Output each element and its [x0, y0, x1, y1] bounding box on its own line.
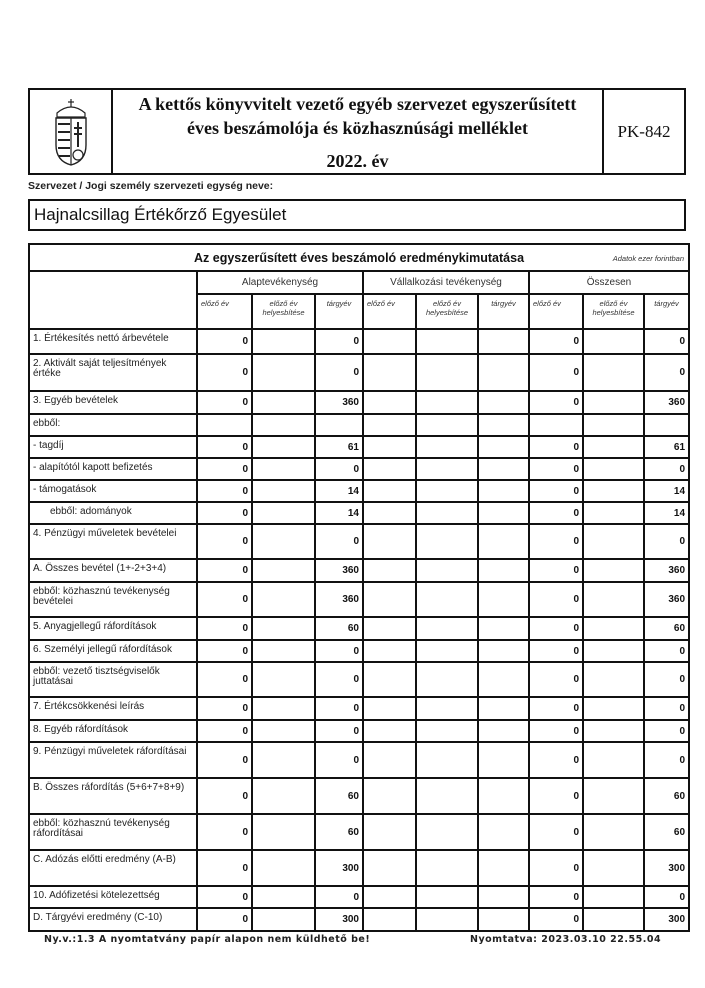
row-label: 3. Egyéb bevételek: [29, 391, 197, 414]
value-cell: [583, 697, 644, 720]
row-label: ebből: adományok: [29, 502, 197, 524]
table-row: [29, 908, 689, 931]
value-cell: [315, 414, 363, 436]
table-row: [29, 662, 689, 697]
value-cell: [583, 354, 644, 391]
value-cell: [363, 697, 416, 720]
value-cell: [363, 720, 416, 742]
value-cell: 300: [315, 850, 363, 886]
value-cell: [478, 582, 529, 617]
row-label: 9. Pénzügyi műveletek ráfordításai: [29, 742, 197, 778]
table-row: [29, 850, 689, 886]
value-cell: [478, 742, 529, 778]
table-title-cell: [29, 244, 689, 271]
value-cell: 0: [197, 742, 252, 778]
table-row: [29, 480, 689, 502]
value-cell: 0: [529, 778, 583, 814]
value-cell: 0: [644, 697, 689, 720]
value-cell: 0: [644, 886, 689, 908]
value-cell: [416, 617, 478, 640]
value-cell: 60: [315, 617, 363, 640]
value-cell: [252, 582, 315, 617]
value-cell: [252, 742, 315, 778]
value-cell: [583, 742, 644, 778]
report-year: 2022. év: [326, 151, 389, 171]
value-cell: [478, 697, 529, 720]
table-row: [29, 414, 689, 436]
value-cell: [252, 850, 315, 886]
title-line-2: éves beszámolója és közhasznúsági melléklet: [187, 118, 528, 138]
value-cell: 0: [315, 720, 363, 742]
value-cell: [583, 329, 644, 354]
value-cell: [252, 354, 315, 391]
value-cell: [416, 697, 478, 720]
value-cell: 0: [644, 354, 689, 391]
value-cell: 60: [644, 814, 689, 850]
value-cell: 0: [197, 850, 252, 886]
value-cell: 0: [197, 329, 252, 354]
value-cell: [478, 414, 529, 436]
subcolumn-header: tárgyév: [315, 294, 363, 329]
row-label: ebből: közhasznú tevékenység ráfordításai: [29, 814, 197, 850]
subcolumn-header: előző év helyesbítése: [583, 294, 644, 329]
value-cell: 300: [644, 850, 689, 886]
table-row: [29, 458, 689, 480]
value-cell: 0: [197, 886, 252, 908]
value-cell: [363, 559, 416, 582]
value-cell: 0: [197, 458, 252, 480]
subcolumn-header: tárgyév: [478, 294, 529, 329]
row-label: ebből: vezető tisztségviselők juttatásai: [29, 662, 197, 697]
value-cell: 14: [644, 480, 689, 502]
form-header: [28, 88, 686, 175]
value-cell: 0: [529, 502, 583, 524]
value-cell: [363, 886, 416, 908]
value-cell: 360: [644, 582, 689, 617]
value-cell: [478, 502, 529, 524]
value-cell: 360: [315, 391, 363, 414]
value-cell: [478, 850, 529, 886]
row-label: 5. Anyagjellegű ráfordítások: [29, 617, 197, 640]
form-title: [113, 90, 604, 173]
value-cell: [644, 414, 689, 436]
value-cell: 0: [529, 908, 583, 931]
value-cell: [363, 329, 416, 354]
value-cell: 0: [197, 662, 252, 697]
group-header-total: Összesen: [529, 271, 689, 294]
value-cell: 0: [197, 640, 252, 662]
value-cell: 61: [315, 436, 363, 458]
value-cell: [252, 458, 315, 480]
value-cell: [478, 559, 529, 582]
value-cell: [583, 391, 644, 414]
income-statement-table: [28, 243, 688, 932]
value-cell: 0: [529, 850, 583, 886]
value-cell: [363, 354, 416, 391]
value-cell: [478, 617, 529, 640]
value-cell: [583, 502, 644, 524]
value-cell: [363, 850, 416, 886]
table-row: [29, 640, 689, 662]
unit-note: Adatok ezer forintban: [612, 254, 685, 263]
value-cell: 0: [315, 458, 363, 480]
value-cell: 0: [529, 640, 583, 662]
value-cell: [583, 458, 644, 480]
value-cell: [416, 662, 478, 697]
subcolumn-header: előző év: [529, 294, 583, 329]
value-cell: [416, 391, 478, 414]
value-cell: 0: [315, 742, 363, 778]
value-cell: 0: [529, 458, 583, 480]
value-cell: [363, 778, 416, 814]
value-cell: [363, 480, 416, 502]
value-cell: 0: [315, 640, 363, 662]
value-cell: [252, 391, 315, 414]
value-cell: 0: [529, 814, 583, 850]
coat-of-arms-icon: [30, 90, 113, 173]
value-cell: [363, 908, 416, 931]
value-cell: [416, 354, 478, 391]
value-cell: [583, 436, 644, 458]
value-cell: [197, 414, 252, 436]
subcolumn-header: előző év: [197, 294, 252, 329]
value-cell: 0: [644, 524, 689, 559]
print-timestamp: Nyomtatva: 2023.03.10 22.55.04: [470, 934, 662, 945]
value-cell: 0: [644, 720, 689, 742]
value-cell: [252, 524, 315, 559]
value-cell: 0: [644, 640, 689, 662]
value-cell: 0: [644, 329, 689, 354]
form-code: PK-842: [617, 121, 671, 141]
value-cell: [583, 559, 644, 582]
value-cell: 360: [315, 582, 363, 617]
value-cell: [252, 502, 315, 524]
table-row: [29, 354, 689, 391]
value-cell: [478, 354, 529, 391]
value-cell: 0: [197, 582, 252, 617]
value-cell: [478, 814, 529, 850]
value-cell: [363, 458, 416, 480]
value-cell: [583, 617, 644, 640]
row-label: A. Összes bevétel (1+-2+3+4): [29, 559, 197, 582]
version-note: Ny.v.:1.3 A nyomtatvány papír alapon nem küldhető be!: [44, 934, 371, 945]
value-cell: [363, 436, 416, 458]
value-cell: [363, 640, 416, 662]
row-label: 8. Egyéb ráfordítások: [29, 720, 197, 742]
value-cell: [478, 640, 529, 662]
table-row: [29, 582, 689, 617]
title-line-1: A kettős könyvvitelt vezető egyéb szervezet egyszerűsített: [138, 94, 577, 114]
value-cell: [252, 778, 315, 814]
value-cell: 360: [644, 391, 689, 414]
row-label: 7. Értékcsökkenési leírás: [29, 697, 197, 720]
value-cell: 0: [197, 720, 252, 742]
value-cell: [583, 480, 644, 502]
value-cell: [583, 524, 644, 559]
value-cell: [416, 778, 478, 814]
table-row: [29, 391, 689, 414]
value-cell: [252, 480, 315, 502]
value-cell: [583, 414, 644, 436]
table-row: [29, 742, 689, 778]
value-cell: [583, 908, 644, 931]
value-cell: [363, 814, 416, 850]
value-cell: [416, 458, 478, 480]
value-cell: [416, 886, 478, 908]
table-row: [29, 329, 689, 354]
value-cell: [416, 559, 478, 582]
value-cell: [252, 414, 315, 436]
value-cell: [252, 640, 315, 662]
value-cell: 0: [529, 697, 583, 720]
value-cell: [416, 742, 478, 778]
value-cell: [478, 908, 529, 931]
row-label: 1. Értékesítés nettó árbevétele: [29, 329, 197, 354]
value-cell: 0: [529, 329, 583, 354]
row-label: - támogatások: [29, 480, 197, 502]
value-cell: [363, 414, 416, 436]
value-cell: [252, 662, 315, 697]
value-cell: [583, 582, 644, 617]
table-row: [29, 524, 689, 559]
row-label: 4. Pénzügyi műveletek bevételei: [29, 524, 197, 559]
value-cell: [416, 414, 478, 436]
table-row: [29, 617, 689, 640]
value-cell: [252, 886, 315, 908]
value-cell: 360: [644, 559, 689, 582]
value-cell: 0: [315, 524, 363, 559]
value-cell: 0: [529, 391, 583, 414]
value-cell: 0: [529, 886, 583, 908]
value-cell: 0: [197, 697, 252, 720]
table-row: [29, 559, 689, 582]
value-cell: [416, 850, 478, 886]
table-row: [29, 778, 689, 814]
value-cell: 0: [644, 458, 689, 480]
subcolumn-header: előző év: [363, 294, 416, 329]
value-cell: 0: [529, 480, 583, 502]
value-cell: 61: [644, 436, 689, 458]
value-cell: [583, 814, 644, 850]
value-cell: 0: [197, 524, 252, 559]
organization-name: Hajnalcsillag Értékőrző Egyesület: [28, 199, 686, 231]
value-cell: [478, 436, 529, 458]
value-cell: [252, 436, 315, 458]
value-cell: 0: [529, 559, 583, 582]
value-cell: 0: [529, 742, 583, 778]
row-label: - alapítótól kapott befizetés: [29, 458, 197, 480]
value-cell: [363, 524, 416, 559]
row-label: ebből: közhasznú tevékenység bevételei: [29, 582, 197, 617]
value-cell: 14: [315, 480, 363, 502]
subcolumn-header: előző év helyesbítése: [416, 294, 478, 329]
table-row: [29, 886, 689, 908]
value-cell: [363, 391, 416, 414]
value-cell: 60: [644, 617, 689, 640]
value-cell: [583, 720, 644, 742]
row-label: 6. Személyi jellegű ráfordítások: [29, 640, 197, 662]
value-cell: [363, 662, 416, 697]
value-cell: 0: [197, 480, 252, 502]
value-cell: 0: [197, 436, 252, 458]
value-cell: 0: [529, 436, 583, 458]
table-row: [29, 814, 689, 850]
row-label: 2. Aktivált saját teljesítmények értéke: [29, 354, 197, 391]
value-cell: [363, 502, 416, 524]
value-cell: [416, 502, 478, 524]
table-row: [29, 436, 689, 458]
value-cell: 14: [644, 502, 689, 524]
value-cell: 0: [197, 354, 252, 391]
value-cell: [478, 720, 529, 742]
value-cell: 300: [315, 908, 363, 931]
value-cell: 0: [315, 662, 363, 697]
value-cell: [252, 720, 315, 742]
value-cell: [416, 582, 478, 617]
table-title: Az egyszerűsített éves beszámoló eredménykimutatása: [194, 250, 525, 265]
value-cell: 14: [315, 502, 363, 524]
value-cell: [416, 480, 478, 502]
value-cell: [478, 329, 529, 354]
value-cell: [478, 662, 529, 697]
value-cell: [583, 662, 644, 697]
value-cell: [416, 329, 478, 354]
value-cell: 0: [529, 720, 583, 742]
value-cell: 0: [529, 582, 583, 617]
value-cell: [363, 582, 416, 617]
organization-label: Szervezet / Jogi személy szervezeti egység neve:: [28, 180, 274, 192]
value-cell: [416, 908, 478, 931]
table-row: [29, 697, 689, 720]
value-cell: [416, 524, 478, 559]
value-cell: 0: [644, 742, 689, 778]
value-cell: [416, 720, 478, 742]
table-row: [29, 720, 689, 742]
value-cell: 0: [197, 617, 252, 640]
row-label: B. Összes ráfordítás (5+6+7+8+9): [29, 778, 197, 814]
value-cell: 0: [197, 778, 252, 814]
value-cell: [416, 640, 478, 662]
row-label: C. Adózás előtti eredmény (A-B): [29, 850, 197, 886]
row-label: - tagdíj: [29, 436, 197, 458]
value-cell: 0: [197, 814, 252, 850]
value-cell: 0: [315, 697, 363, 720]
value-cell: [252, 617, 315, 640]
value-cell: 0: [529, 524, 583, 559]
value-cell: 360: [315, 559, 363, 582]
value-cell: 0: [197, 908, 252, 931]
value-cell: 0: [529, 354, 583, 391]
value-cell: [363, 617, 416, 640]
row-label: D. Tárgyévi eredmény (C-10): [29, 908, 197, 931]
value-cell: [252, 559, 315, 582]
value-cell: 0: [529, 662, 583, 697]
label-header: [29, 271, 197, 329]
value-cell: [478, 391, 529, 414]
value-cell: [478, 778, 529, 814]
value-cell: [252, 908, 315, 931]
row-label: 10. Adófizetési kötelezettség: [29, 886, 197, 908]
subcolumn-header: előző év helyesbítése: [252, 294, 315, 329]
value-cell: [478, 458, 529, 480]
value-cell: [583, 640, 644, 662]
table-row: [29, 502, 689, 524]
subcolumn-header: tárgyév: [644, 294, 689, 329]
value-cell: [416, 436, 478, 458]
value-cell: 60: [315, 814, 363, 850]
value-cell: 0: [644, 662, 689, 697]
value-cell: 0: [315, 886, 363, 908]
value-cell: 0: [315, 354, 363, 391]
row-label: ebből:: [29, 414, 197, 436]
value-cell: [363, 742, 416, 778]
value-cell: [583, 778, 644, 814]
value-cell: [583, 850, 644, 886]
value-cell: [529, 414, 583, 436]
value-cell: [252, 697, 315, 720]
group-header-business: Vállalkozási tevékenység: [363, 271, 529, 294]
group-header-basic: Alaptevékenység: [197, 271, 363, 294]
value-cell: [583, 886, 644, 908]
value-cell: 300: [644, 908, 689, 931]
value-cell: 0: [197, 391, 252, 414]
value-cell: 0: [315, 329, 363, 354]
value-cell: [252, 329, 315, 354]
value-cell: 60: [644, 778, 689, 814]
value-cell: 0: [197, 502, 252, 524]
value-cell: 0: [197, 559, 252, 582]
value-cell: 60: [315, 778, 363, 814]
value-cell: [478, 524, 529, 559]
value-cell: [478, 480, 529, 502]
value-cell: 0: [529, 617, 583, 640]
value-cell: [478, 886, 529, 908]
value-cell: [416, 814, 478, 850]
value-cell: [252, 814, 315, 850]
